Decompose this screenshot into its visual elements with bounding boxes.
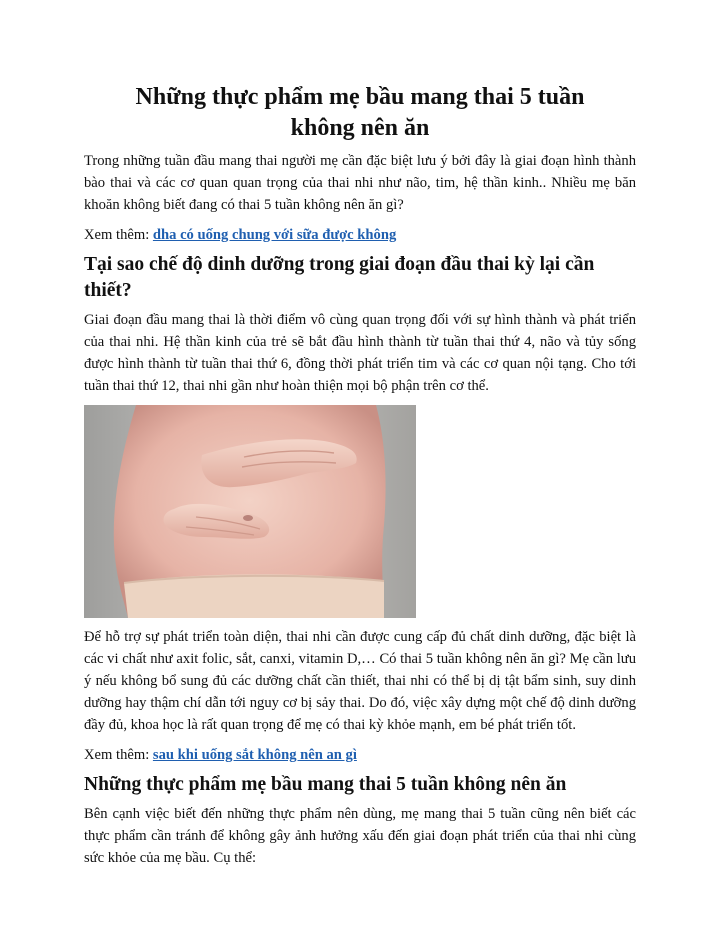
see-also-2 — [84, 744, 636, 766]
see-also-link-2[interactable]: sau khi uống sắt không nên an gì — [152, 747, 357, 763]
see-also-prefix: Xem thêm: — [84, 227, 153, 243]
see-also-link-1[interactable]: dha có uống chung với sữa được không — [152, 227, 397, 243]
see-also-1 — [84, 224, 636, 246]
article-title: Những thực phẩm mẹ bầu mang thai 5 tuần không nên ăn — [135, 84, 585, 141]
see-also-prefix: Xem thêm: — [84, 747, 153, 763]
intro-paragraph: Trong những tuần đầu mang thai người mẹ cần đặc biệt lưu ý bởi đây là giai đoạn hình thành bào thai và các cơ quan quan trọng của thai nhi như não, tim, hệ thần kinh.. Nhiều mẹ băn khoăn không biết đang có thai 5 tuần không nên ăn gì? — [84, 153, 636, 213]
belly-photo — [84, 405, 416, 618]
section-heading-2: Những thực phẩm mẹ bầu mang thai 5 tuần không nên ăn — [84, 774, 567, 795]
section-1-paragraph: Giai đoạn đầu mang thai là thời điểm vô cùng quan trọng đối với sự hình thành và phát triển của thai nhi. Hệ thần kinh của trẻ sẽ bắt đầu hình thành từ tuần thai thứ 4, não và tủy sống được hình thành từ tuần thai thứ 6, đồng thời phát triển tim và các cơ quan nội tạng. Cho tới tuần thai thứ 12, thai nhi gần như hoàn thiện mọi bộ phận trên cơ thể. — [84, 312, 636, 394]
section-2-paragraph: Bên cạnh việc biết đến những thực phẩm nên dùng, mẹ mang thai 5 tuần cũng nên biết các thực phẩm cần tránh để không gây ảnh hưởng xấu đến giai đoạn phát triển của thai nhi cùng sức khỏe của mẹ bầu. Cụ thể: — [84, 806, 636, 866]
document-page — [84, 82, 636, 877]
section-1-paragraph-2: Để hỗ trợ sự phát triển toàn diện, thai nhi cần được cung cấp đủ chất dinh dưỡng, đặc biệt là các vi chất như axit folic, sắt, canxi, vitamin D,… Có thai 5 tuần không nên ăn gì? Mẹ cần lưu ý nếu không bổ sung đủ các dưỡng chất cần thiết, thai nhi có thể bị dị tật bẩm sinh, suy dinh dưỡng hay thậm chí dẫn tới nguy cơ bị sảy thai. Do đó, việc xây dựng một chế độ dinh dưỡng đầy đủ, khoa học là rất quan trọng để mẹ có thai kỳ khỏe mạnh, em bé phát triển tốt. — [84, 629, 636, 733]
section-heading-1: Tại sao chế độ dinh dưỡng trong giai đoạn đầu thai kỳ lại cần thiết? — [84, 254, 595, 301]
